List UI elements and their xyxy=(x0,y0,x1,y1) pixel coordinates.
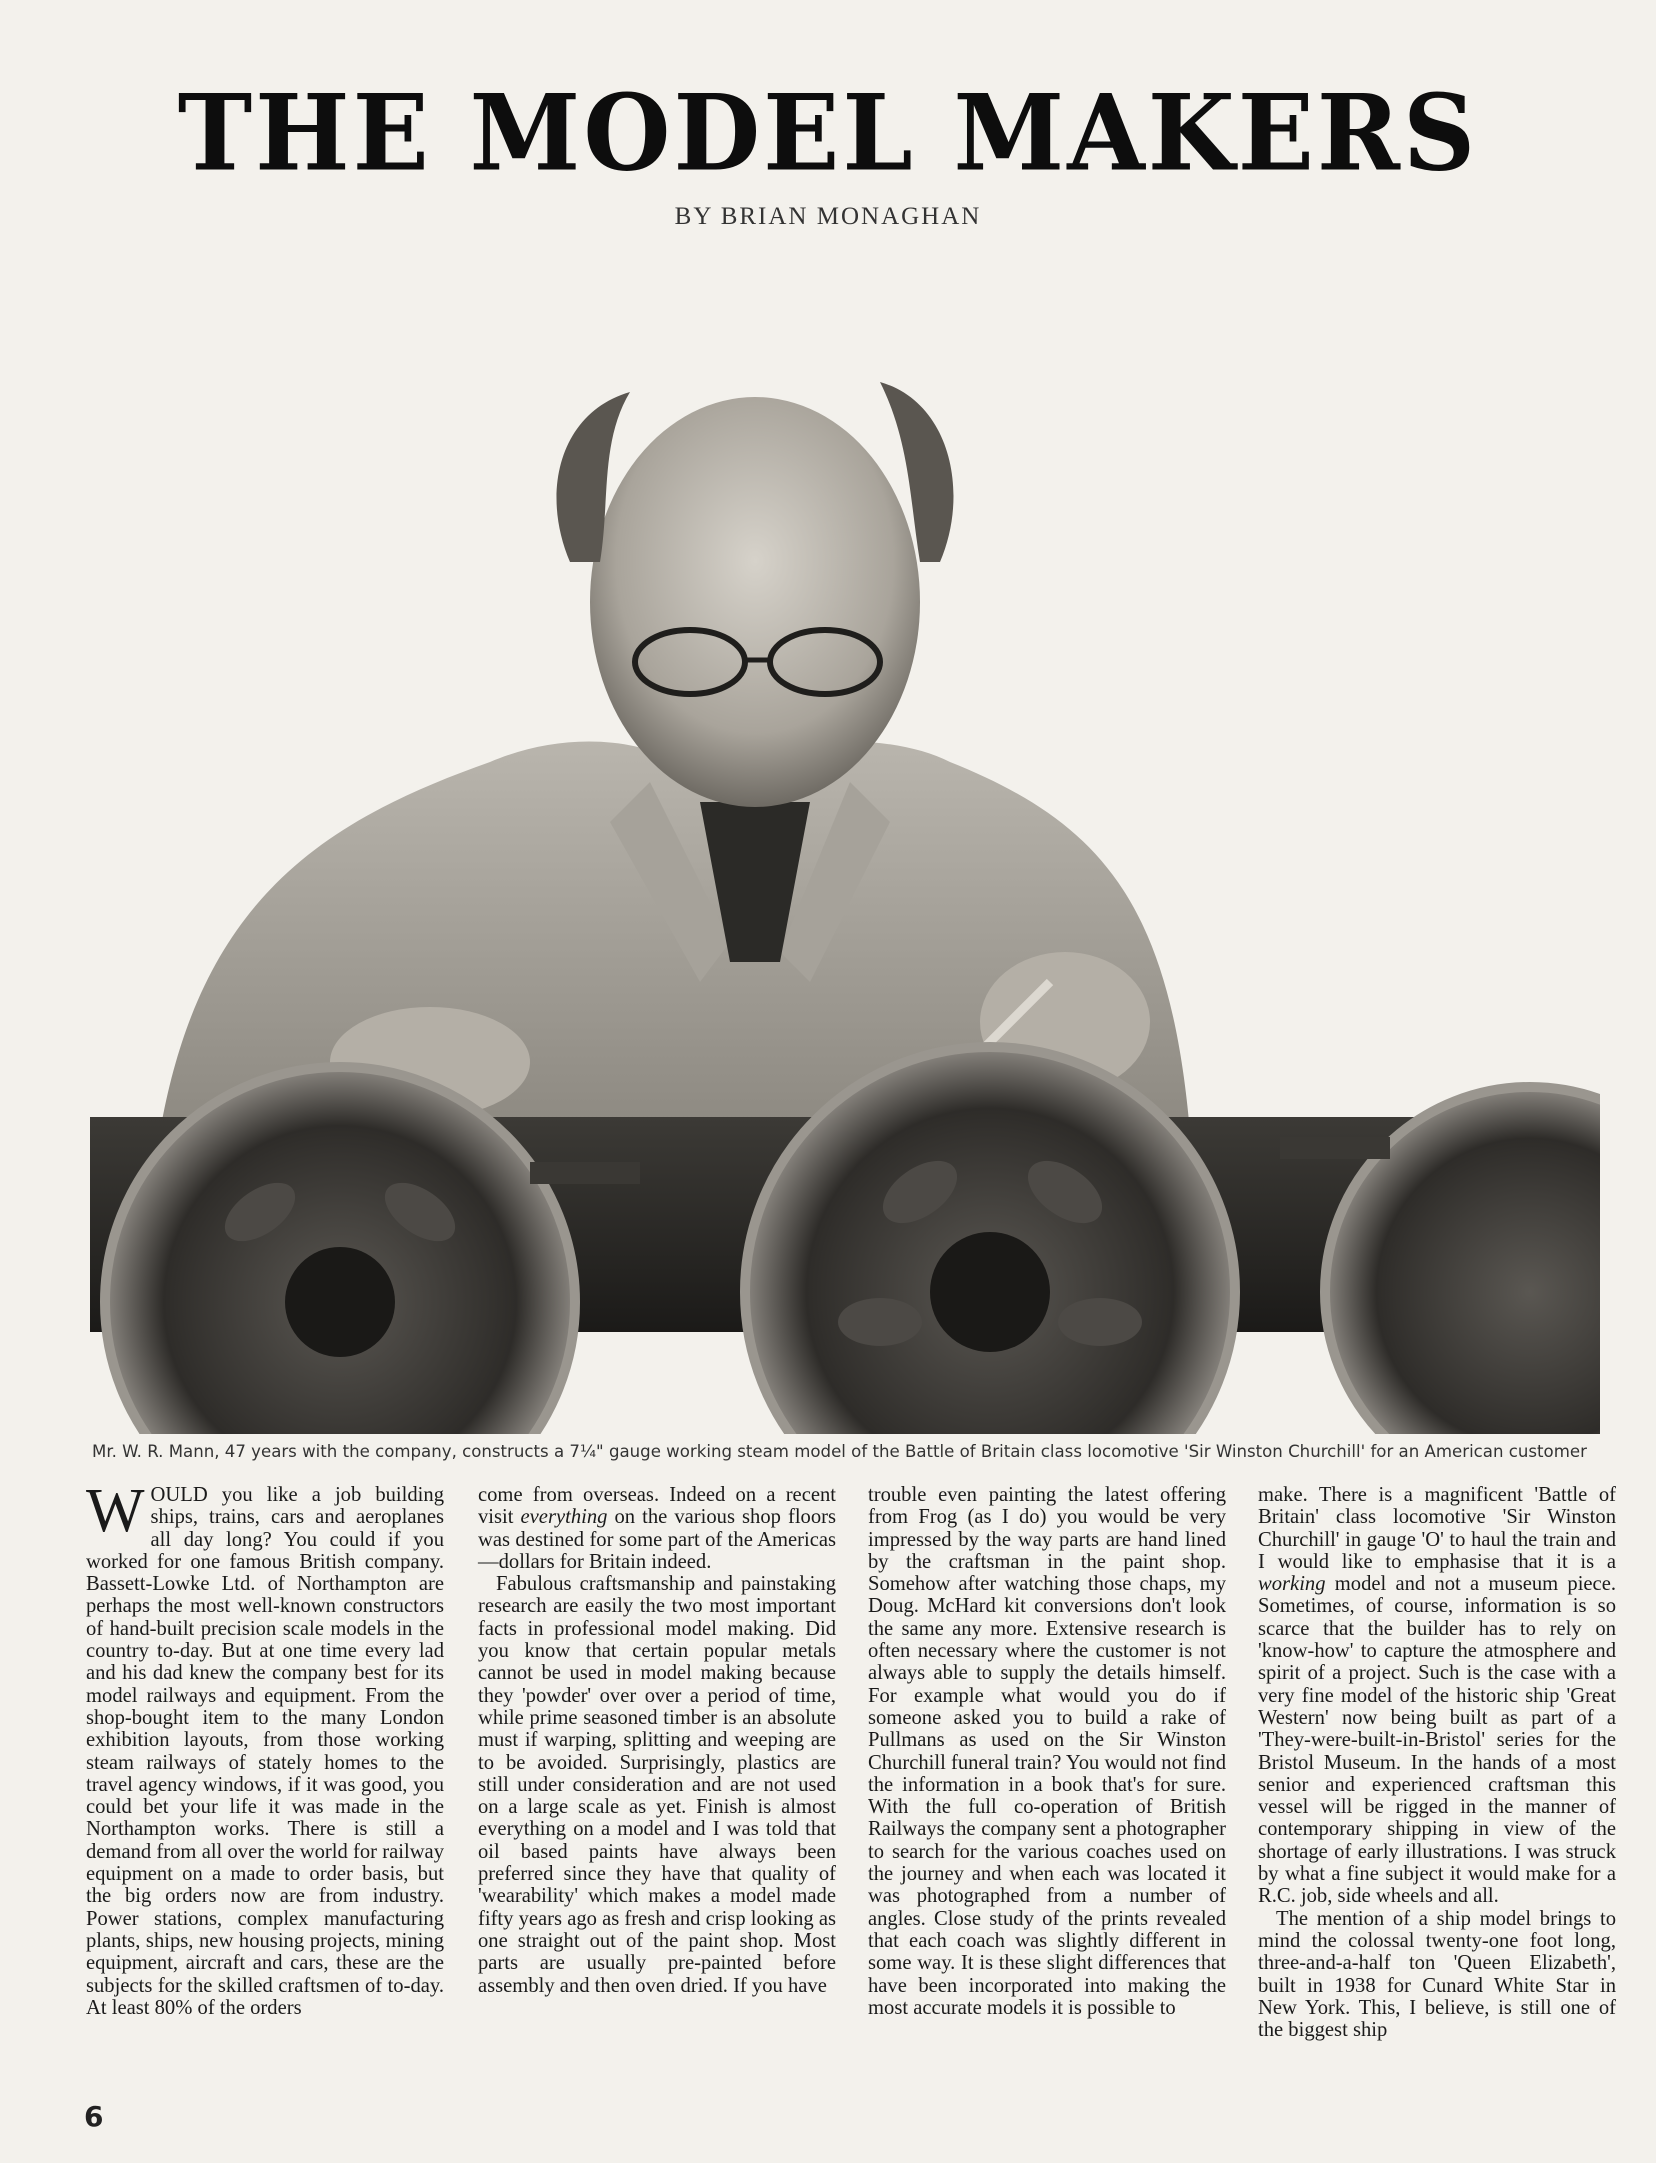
paragraph-text: make. There is a magnificent 'Battle of Britain' class locomotive 'Sir Winston Churchill' in gauge 'O' to haul the train and I would like to emphasise that it is a xyxy=(1258,1484,1616,1573)
article-column-1 xyxy=(86,1477,444,2019)
photo-illustration xyxy=(90,262,1600,1434)
paragraph-text: OULD you like a job building ships, trains, cars and aeroplanes all day long? You could if you worked for one famous British company. Bassett-Lowke Ltd. of Northampton are perhaps the most well-known constructors of hand-built precision scale models in the country to-day. But at one time every lad and his dad knew the company best for its model railways and equipment. From the shop-bought item to the many London exhibition layouts, from those working steam railways of stately homes to the travel agency windows, if it was good, you could bet your life it was made in the Northampton works. There is still a demand from all over the world for railway equipment on a made to order basis, but the big orders now are from industry. Power stations, complex manufacturing plants, ships, new housing projects, mining equipment, aircraft and cars, these are the subjects for the skilled craftsmen of to-day. At least 80% of the orders xyxy=(86,1484,444,2019)
paragraph: trouble even painting the latest offering from Frog (as I do) you would be very impressed by the way parts are hand lined by the craftsman in the paint shop. Somehow after watching those chaps, my Doug. McHard kit conversions don't look the same any more. Extensive research is often necessary where the customer is not always able to supply the details himself. For example what would you do if someone asked you to build a rake of Pullmans as used on the Sir Winston Churchill funeral train? You would not find the information in a book that's for sure. With the full co-operation of British Railways the company sent a photographer to search for the various coaches used on the journey and when each was located it was photographed from a number of angles. Close study of the prints revealed that each coach was slightly different in some way. It is these slight differences that have been incorporated into making the most accurate models it is possible to xyxy=(868,1484,1226,2019)
article-title: THE MODEL MAKERS xyxy=(177,71,1479,195)
article-column-4 xyxy=(1258,1484,1616,2041)
paragraph-text: come from overseas. Indeed on a recent visit xyxy=(478,1484,836,1529)
emphasis-text: everything xyxy=(520,1506,608,1529)
paragraph: Fabulous craftsmanship and painstaking research are easily the two most important facts in professional model making. Did you know that certain popular metals cannot be used in model making because they 'powder' over over a period of time, while prime seasoned timber is an absolute must if warping, splitting and weeping are to be avoided. Surprisingly, plastics are still under consideration and are not used on a large scale as yet. Finish is almost everything on a model and I was told that oil based paints have always been preferred since they have that quality of 'wearability' which makes a model made fifty years ago as fresh and crisp looking as one straight out of the paint shop. Most parts are usually pre-painted before assembly and then oven dried. If you have xyxy=(478,1573,836,1997)
paragraph xyxy=(478,1484,836,1573)
article-column-2 xyxy=(478,1484,836,1997)
article-column-3 xyxy=(868,1484,1226,2019)
emphasis-text: working xyxy=(1258,1573,1326,1596)
article-byline: BY BRIAN MONAGHAN xyxy=(674,203,982,230)
paragraph: The mention of a ship model brings to mind the colossal twenty-one foot long, three-and-a-half ton 'Queen Elizabeth', built in 1938 for Cunard White Star in New York. This, I believe, is still one of the biggest ship xyxy=(1258,1907,1616,2042)
page-number: 6 xyxy=(84,2100,104,2133)
paragraph xyxy=(1258,1484,1616,1908)
paragraph-text: model and not a museum piece. Sometimes, of course, information is so scarce that the builder has to rely on 'know-how' to capture the atmosphere and spirit of a project. Such is the case with a very fine model of the historic ship 'Great Western' now being built as part of a 'They-were-built-in-Bristol' series for the Bristol Museum. In the hands of a most senior and experienced craftsman this vessel will be rigged in the manner of contemporary shipping in view of the shortage of early illustrations. I was struck by what a fine subject it would make for a R.C. job, side wheels and all. xyxy=(1258,1573,1616,1908)
photo-caption: Mr. W. R. Mann, 47 years with the company, constructs a 7¼" gauge working steam model of the Battle of Britain class locomotive 'Sir Winston Churchill' for an American customer xyxy=(92,1442,1587,1461)
paragraph xyxy=(86,1477,444,2019)
article-photo xyxy=(90,262,1600,1434)
paragraph-text: on the various shop floors was destined for some part of the Americas—dollars for Britain indeed. xyxy=(478,1506,837,1573)
drop-cap: W xyxy=(86,1477,145,1545)
